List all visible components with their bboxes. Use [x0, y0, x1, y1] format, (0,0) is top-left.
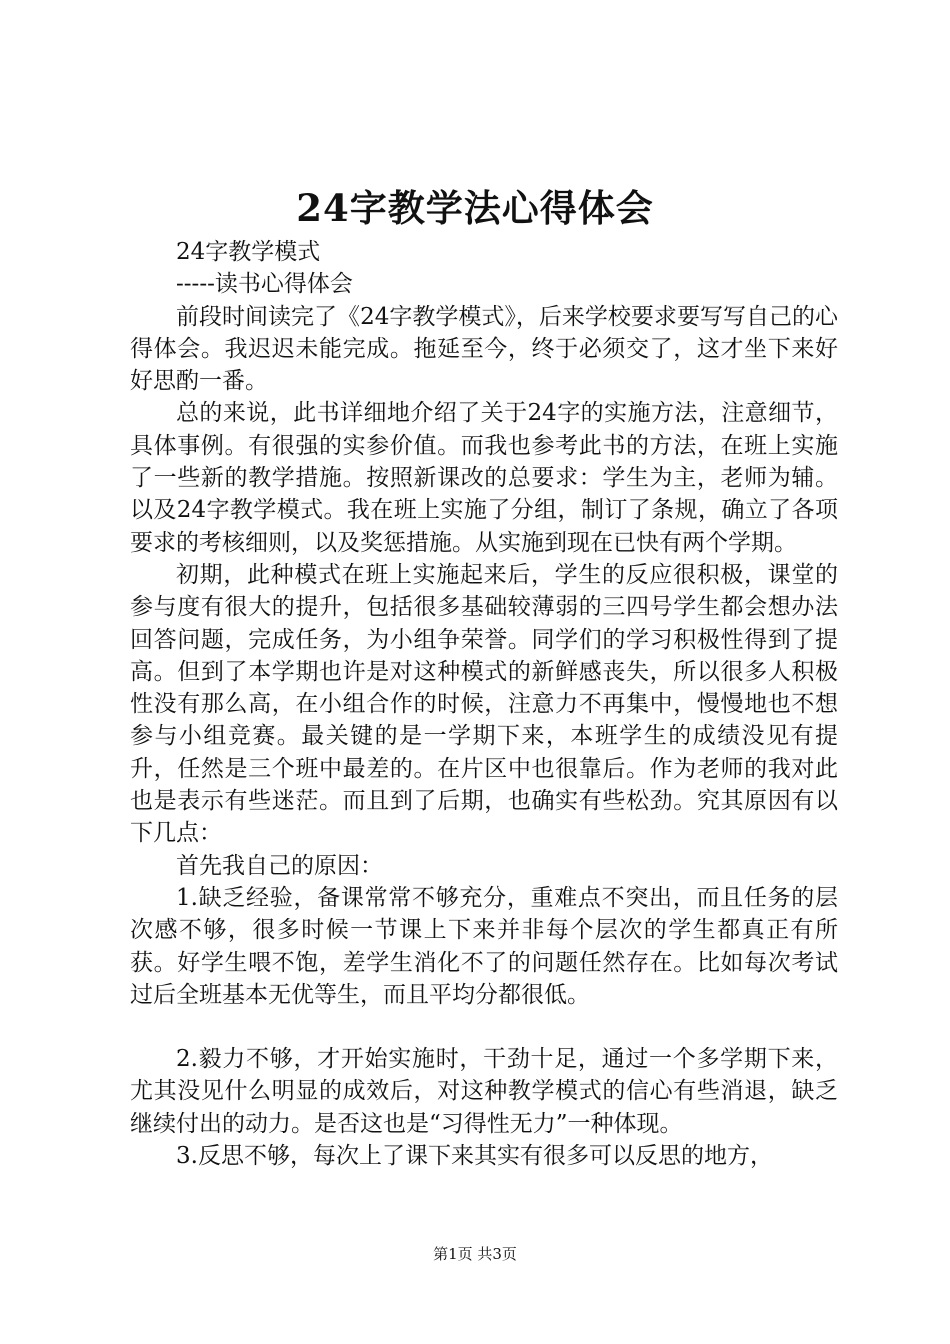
paragraph-spacer	[130, 1011, 838, 1043]
subtitle-line: 24字教学模式	[176, 239, 321, 265]
paragraph-summary: 总的来说，此书详细地介绍了关于24字的实施方法，注意细节，具体事例。有很强的实参价值。而我也参考此书的方法，在班上实施了一些新的教学措施。按照新课改的总要求：学生为主，老师为辅。以及24字教学模式。我在班上实施了分组，制订了条规，确立了各项要求的考核细则，以及奖惩措施。从实施到现在已快有两个学期。	[130, 400, 838, 556]
paragraph-point-1: 1.缺乏经验，备课常常不够充分，重难点不突出，而且任务的层次感不够，很多时候一节课上下来并非每个层次的学生都真正有所获。好学生喂不饱，差学生消化不了的问题任然存在。比如每次考试过后全班基本无优等生，而且平均分都很低。	[130, 884, 838, 1008]
document-title: 24字教学法心得体会	[296, 186, 654, 230]
paragraph-point-2: 2.毅力不够，才开始实施时，干劲十足，通过一个多学期下来，尤其没见什么明显的成效后，对这种教学模式的信心有些消退，缺乏继续付出的动力。是否这也是“习得性无力”一种体现。	[130, 1046, 838, 1137]
paragraph-initial-phase: 初期，此种模式在班上实施起来后，学生的反应很积极，课堂的参与度有很大的提升，包括很多基础较薄弱的三四号学生都会想办法回答问题，完成任务，为小组争荣誉。同学们的学习积极性得到了提高。但到了本学期也许是对这种模式的新鲜感丧失，所以很多人积极性没有那么高，在小组合作的时候，注意力不再集中，慢慢地也不想参与小组竞赛。最关键的是一学期下来，本班学生的成绩没见有提升，任然是三个班中最差的。在片区中也很靠后。作为老师的我对此也是表示有些迷茫。而且到了后期，也确实有些松劲。究其原因有以下几点：	[130, 561, 838, 847]
paragraph-intro: 前段时间读完了《24字教学模式》，后来学校要求要写写自己的心得体会。我迟迟未能完成。拖延至今，终于必须交了，这才坐下来好好思酌一番。	[130, 303, 838, 395]
page-number-footer: 第1页 共3页	[433, 1245, 517, 1263]
paragraph-own-reasons: 首先我自己的原因：	[176, 852, 383, 879]
document-body	[130, 236, 838, 1172]
subtitle-note: -----读书心得体会	[176, 271, 353, 298]
paragraph-point-3: 3.反思不够，每次上了课下来其实有很多可以反思的地方，	[176, 1143, 773, 1170]
